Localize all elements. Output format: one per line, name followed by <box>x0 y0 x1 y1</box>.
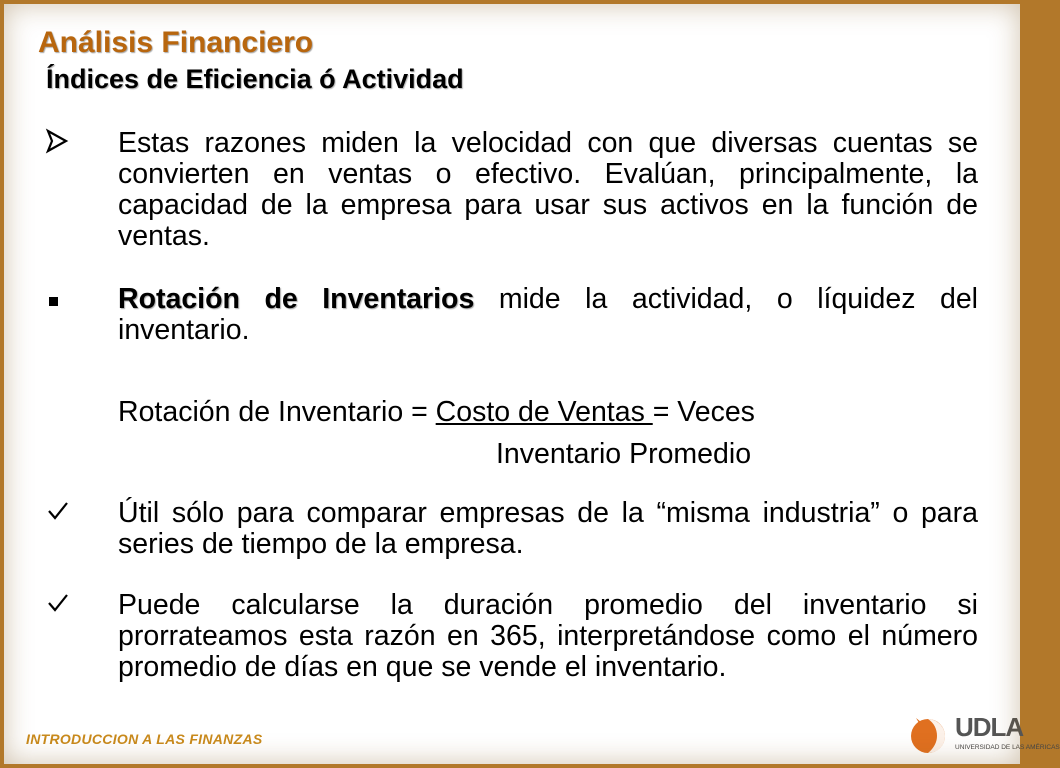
formula-numerator: Costo de Ventas <box>435 396 653 428</box>
formula-denominator: Inventario Promedio <box>496 438 752 470</box>
bullet-text-rotacion <box>118 284 978 346</box>
udla-logo-icon <box>908 712 952 756</box>
slide-title: Análisis Financiero <box>38 26 314 59</box>
udla-logo <box>908 712 1060 758</box>
bullet-text-duracion: Puede calcularse la duración promedio del inventario si prorrateamos esta razón en 365, interpretándose como el número promedio de días en que se vende el inventario. <box>118 589 978 683</box>
slide <box>4 4 1060 764</box>
logo-wordmark: UDLA <box>955 712 1024 742</box>
formula-rhs: = Veces <box>652 396 755 428</box>
checkmark-icon <box>46 590 106 621</box>
logo-subtext: UNIVERSIDAD DE LAS AMÉRICAS <box>955 744 1060 751</box>
footer-course-name: INTRODUCCION A LAS FINANZAS <box>26 731 263 747</box>
arrow-bullet-icon <box>46 128 106 159</box>
rotacion-definition: mide la actividad, o líquidez del inventario. <box>118 283 979 346</box>
slide-subtitle: Índices de Eficiencia ó Actividad <box>46 64 464 94</box>
bullet-text-util: Útil sólo para comparar empresas de la “misma industria” o para series de tiempo de la empresa. <box>118 497 978 560</box>
square-bullet-icon <box>46 287 106 318</box>
bullet-text-description: Estas razones miden la velocidad con que diversas cuentas se convierten en ventas o efectivo. Evalúan, principalmente, la capacidad de la empresa para usar sus activos en la función de ventas. <box>118 127 978 252</box>
rotacion-term: Rotación de Inventarios <box>118 283 475 315</box>
formula <box>118 395 755 429</box>
checkmark-icon <box>46 498 106 529</box>
formula-lhs: Rotación de Inventario = <box>118 396 436 428</box>
